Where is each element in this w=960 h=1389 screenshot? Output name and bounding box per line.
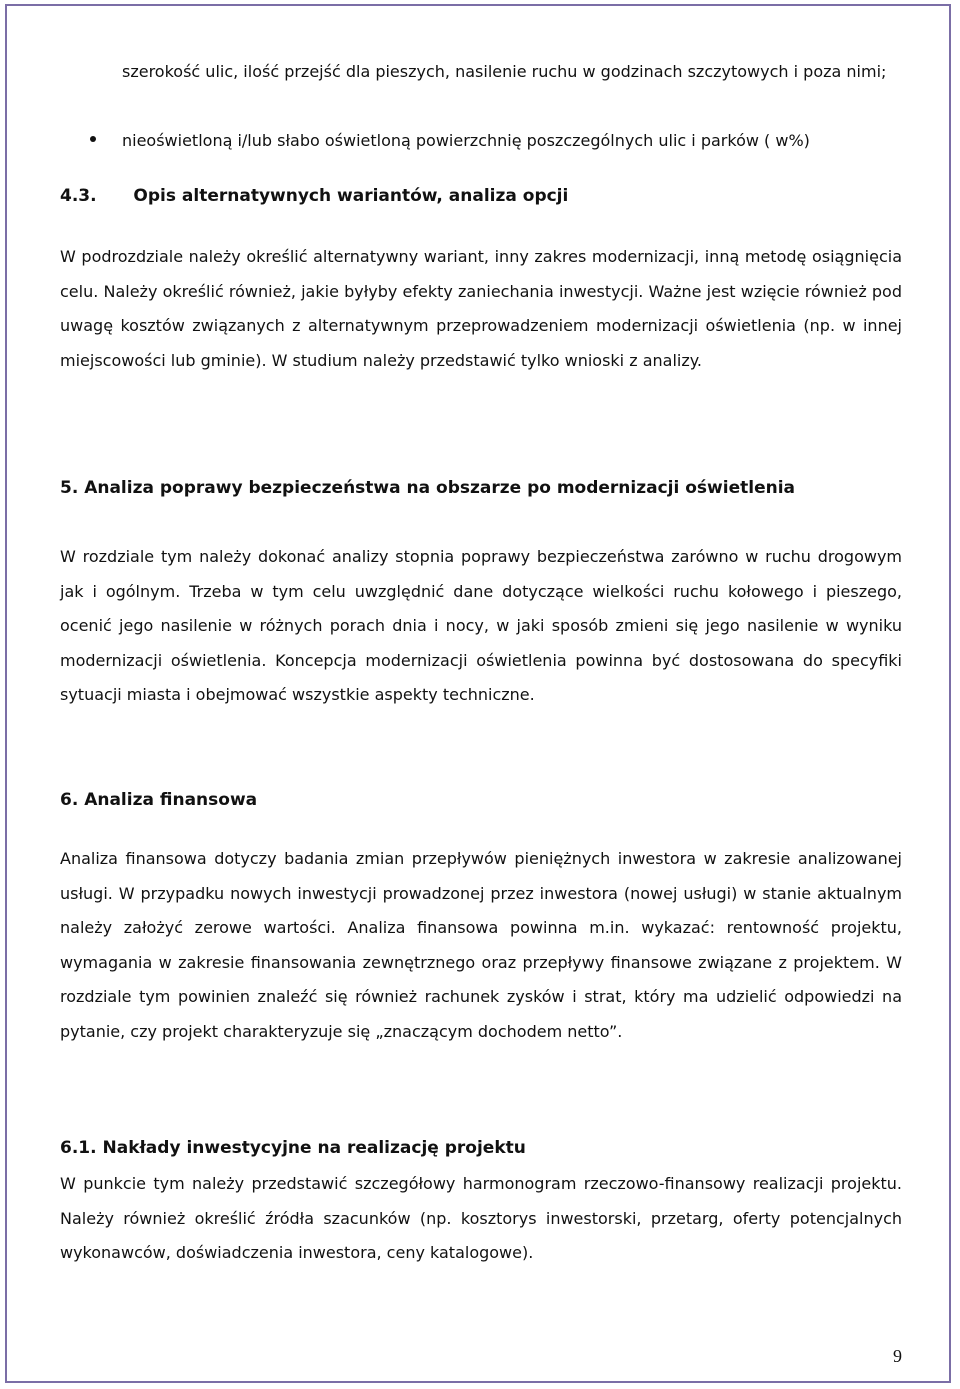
bullet-item-1-text: szerokość ulic, ilość przejść dla pieszych, nasilenie ruchu w godzinach szczytowych i poza nimi; [122,62,887,81]
section-4-3-body: W podrozdziale należy określić alternatywny wariant, inny zakres modernizacji, inną metodę osiągnięcia celu. Należy określić również, jakie byłyby efekty zaniechania inwestycji. Ważne jest wzięcie również pod uwagę kosztów związanych z alternatywnym przeprowadzeniem modernizacji oświetlenia (np. w innej miejscowości lub gminie). W studium należy przedstawić tylko wnioski z analizy. [60,247,902,370]
section-4-3-heading [60,186,568,206]
section-6-heading: 6. Analiza finansowa [60,790,258,810]
page-number: 9 [893,1346,902,1366]
section-4-3-title: Opis alternatywnych wariantów, analiza opcji [133,186,569,206]
section-5-body: W rozdziale tym należy dokonać analizy stopnia poprawy bezpieczeństwa zarówno w ruchu drogowym jak i ogólnym. Trzeba w tym celu uwzględnić dane dotyczące wielkości ruchu kołowego i pieszego, ocenić jego nasilenie w różnych porach dnia i nocy, w jaki sposób zmieni się jego nasilenie w wyniku modernizacji oświetlenia. Koncepcja modernizacji oświetlenia powinna być dostosowana do specyfiki sytuacji miasta i obejmować wszystkie aspekty techniczne. [60,547,902,704]
section-6-1-body: W punkcie tym należy przedstawić szczegółowy harmonogram rzeczowo-finansowy realizacji projektu. Należy również określić źródła szacunków (np. kosztorys inwestorski, przetarg, oferty potencjalnych wykonawców, doświadczenia inwestora, ceny katalogowe). [60,1174,902,1262]
section-6-1-heading: 6.1. Nakłady inwestycyjne na realizację projektu [60,1138,526,1158]
section-6-body: Analiza finansowa dotyczy badania zmian przepływów pieniężnych inwestora w zakresie analizowanej usługi. W przypadku nowych inwestycji prowadzonej przez inwestora (nowej usługi) w stanie aktualnym należy założyć zerowe wartości. Analiza finansowa powinna m.in. wykazać: rentowność projektu, wymagania w zakresie finansowania zewnętrznego oraz przepływy finansowe związane z projektem. W rozdziale tym powinien znaleźć się również rachunek zysków i strat, który ma udzielić odpowiedzi na pytanie, czy projekt charakteryzuje się „znaczącym dochodem netto”. [60,849,902,1041]
bullet-item-2-text: nieoświetloną i/lub słabo oświetloną powierzchnię poszczególnych ulic i parków ( w%) [122,131,810,150]
section-5-heading: 5. Analiza poprawy bezpieczeństwa na obszarze po modernizacji oświetlenia [60,478,796,498]
bullet-dot-icon [90,136,96,142]
section-4-3-number: 4.3. [60,186,97,206]
